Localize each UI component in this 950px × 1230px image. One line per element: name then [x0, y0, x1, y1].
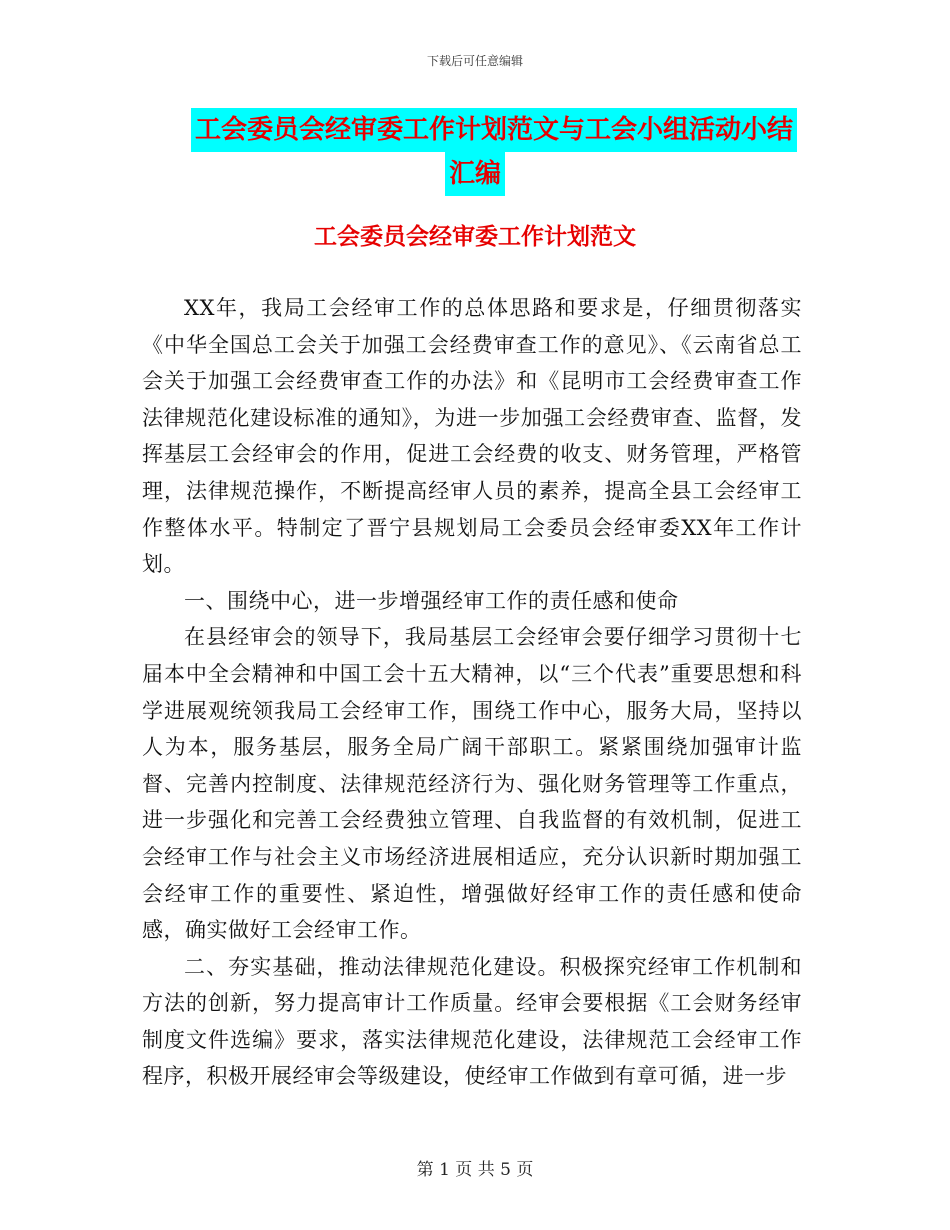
header-note: 下载后可任意编辑 [426, 54, 523, 68]
paragraph-4: 二、夯实基础，推动法律规范化建设。积极探究经审工作机制和方法的创新，努力提高审计工作质量。经审会要根据《工会财务经审制度文件选编》要求，落实法律规范化建设，法律规范工会经审工作程序，积极开展经审会等级建设，使经审工作做到有章可循，进一步 [142, 954, 802, 1089]
document-title [0, 108, 950, 196]
document-title-line1: 工会委员会经审委工作计划范文与工会小组活动小结 [191, 108, 797, 152]
section-title: 工会委员会经审委工作计划范文 [314, 224, 636, 250]
paragraph-1: XX年，我局工会经审工作的总体思路和要求是，仔细贯彻落实《中华全国总工会关于加强工会经费审查工作的意见》、《云南省总工会关于加强工会经费审查工作的办法》和《昆明市工会经费审查工作法律规范化建设标准的通知》，为进一步加强工会经费审查、监督，发挥基层工会经审会的作用，促进工会经费的收支、财务管理，严格管理，法律规范操作，不断提高经审人员的素养，提高全县工会经审工作整体水平。特制定了晋宁县规划局工会委员会经审委XX年工作计划。 [142, 296, 802, 577]
body-text [142, 290, 802, 1095]
paragraph-2: 一、围绕中心，进一步增强经审工作的责任感和使命 [184, 588, 679, 613]
document-title-line2: 汇编 [445, 152, 505, 196]
page-footer: 第 1 页 共 5 页 [416, 1160, 534, 1180]
paragraph-3: 在县经审会的领导下，我局基层工会经审会要仔细学习贯彻十七届本中全会精神和中国工会十五大精神，以“三个代表”重要思想和科学进展观统领我局工会经审工作，围绕工作中心，服务大局，坚持以人为本，服务基层，服务全局广阔干部职工。紧紧围绕加强审计监督、完善内控制度、法律规范经济行为、强化财务管理等工作重点，进一步强化和完善工会经费独立管理、自我监督的有效机制，促进工会经审工作与社会主义市场经济进展相适应，充分认识新时期加强工会经审工作的重要性、紧迫性，增强做好经审工作的责任感和使命感，确实做好工会经审工作。 [142, 625, 802, 943]
